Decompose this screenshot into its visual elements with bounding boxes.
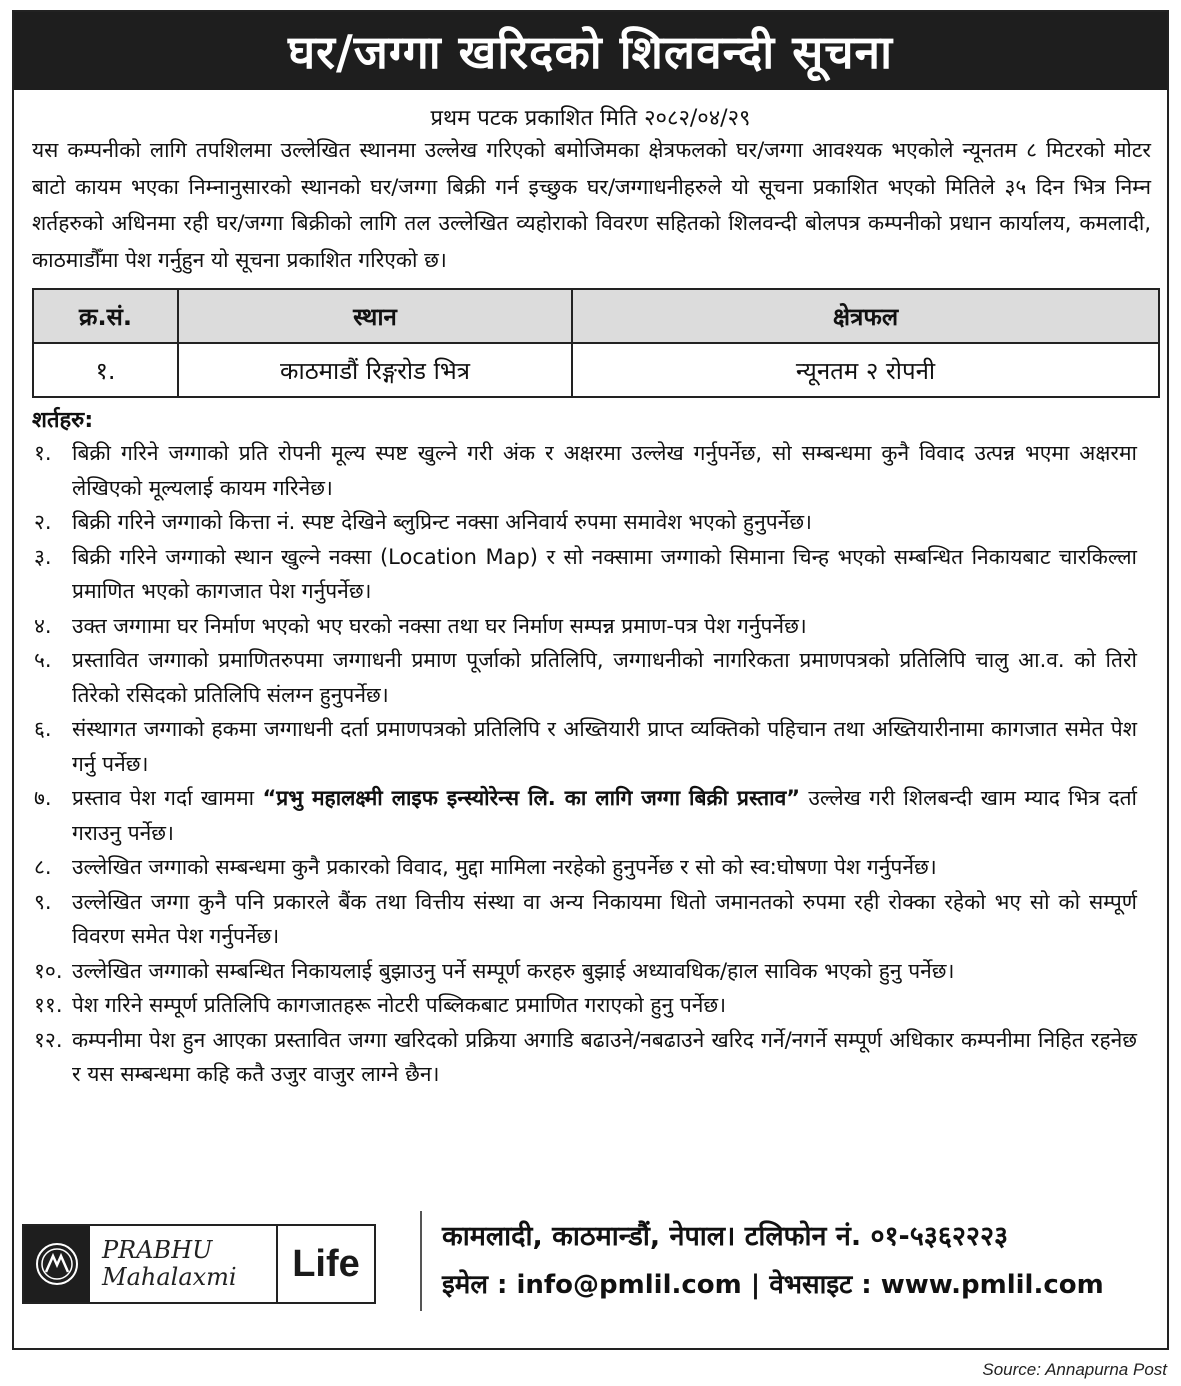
list-item: [34, 988, 1137, 1023]
condition-number: ६.: [34, 717, 52, 741]
condition-number: ७.: [34, 786, 52, 810]
footer-divider: [420, 1211, 422, 1311]
condition-number: २.: [34, 510, 52, 534]
list-item: [34, 850, 1137, 885]
condition-text: बिक्री गरिने जग्गाको प्रति रोपनी मूल्य स्पष्ट खुल्ने गरी अंक र अक्षरमा उल्लेख गर्नुपर्नेछ, सो सम्बन्धमा कुनै विवाद उत्पन्न भएमा अक्षरमा लेखिएको मूल्यलाई कायम गरिनेछ।: [72, 441, 1137, 500]
cell-area: न्यूनतम २ रोपनी: [572, 343, 1159, 397]
condition-text: प्रस्तावित जग्गाको प्रमाणितरुपमा जग्गाधनी प्रमाण पूर्जाको प्रतिलिपि, जग्गाधनीको नागरिकता प्रमाणपत्रको प्रतिलिपि चालु आ.व. को तिरो तिरेको रसिदको प्रतिलिपि संलग्न हुनुपर्नेछ।: [72, 648, 1137, 707]
logo-wordmark: [90, 1226, 276, 1302]
condition-number: ३.: [34, 544, 52, 569]
header-sn: क्र.सं.: [33, 289, 178, 343]
condition-text: बिक्री गरिने जग्गाको स्थान खुल्ने नक्सा (Location Map) र सो नक्सामा जग्गाको सिमाना चिन्ह भएको सम्बन्धित निकायबाट चारकिल्ला प्रमाणित भएको कागजात पेश गर्नुपर्नेछ।: [72, 544, 1137, 603]
condition-text: उल्लेखित जग्गाको सम्बन्धमा कुनै प्रकारको विवाद, मुद्दा मामिला नरहेको हुनुपर्नेछ र सो को स्व:घोषणा पेश गर्नुपर्नेछ।: [72, 855, 937, 879]
list-item: [34, 505, 1137, 540]
condition-text-start: प्रस्ताव पेश गर्दा खाममा: [72, 786, 263, 810]
company-logo: [22, 1224, 376, 1304]
condition-number: ५.: [34, 648, 52, 672]
notice-title: घर/जग्गा खरिदको शिलवन्दी सूचना: [14, 12, 1167, 90]
footer: [22, 1205, 1147, 1317]
table-row: [33, 343, 1159, 397]
email-website: इमेल : info@pmlil.com | वेभसाइट : www.pmlil.com: [442, 1270, 1104, 1300]
logo-life: Life: [276, 1226, 374, 1302]
intro-paragraph: यस कम्पनीको लागि तपशिलमा उल्लेखित स्थानमा उल्लेख गरिएको बमोजिमका क्षेत्रफलको घर/जग्गा आवश्यक भएकोले न्यूनतम ८ मिटरको मोटर बाटो कायम भएका निम्नानुसारको स्थानको घर/जग्गा बिक्री गर्न इच्छुक घर/जग्गाधनीहरुले यो सूचना प्रकाशित भएको मितिले ३५ दिन भित्र निम्न शर्तहरुको अधिनमा रही घर/जग्गा बिक्रीको लागि तल उल्लेखित व्यहोराको विवरण सहितको शिलवन्दी बोलपत्र कम्पनीको प्रधान कार्यालय, कमलादी, काठमाडौँमा पेश गर्नुहुन यो सूचना प्रकाशित गरिएको छ।: [32, 138, 1151, 272]
list-item: [34, 609, 1137, 644]
condition-number: १.: [34, 441, 52, 465]
condition-text: बिक्री गरिने जग्गाको कित्ता नं. स्पष्ट देखिने ब्लुप्रिन्ट नक्सा अनिवार्य रुपमा समावेश भएको हुनुपर्नेछ।: [72, 510, 812, 534]
condition-text: [72, 781, 1137, 850]
header-place: स्थान: [178, 289, 572, 343]
cell-place: काठमाडौं रिङ्गरोड भित्र: [178, 343, 572, 397]
list-item: [34, 885, 1137, 954]
logo-mark-icon: [24, 1226, 90, 1302]
condition-text: उल्लेखित जग्गा कुनै पनि प्रकारले बैंक तथा वित्तीय संस्था वा अन्य निकायमा धितो जमानतको रुपमा रही रोक्का रहेको भए सो को सम्पूर्ण विवरण समेत पेश गर्नुपर्नेछ।: [72, 889, 1137, 948]
condition-number: ९.: [34, 889, 52, 914]
list-item: [34, 643, 1137, 712]
condition-text: पेश गरिने सम्पूर्ण प्रतिलिपि कागजातहरू नोटरी पब्लिकबाट प्रमाणित गराएको हुनु पर्नेछ।: [72, 993, 727, 1017]
list-item: [34, 436, 1137, 505]
list-item: [34, 954, 1137, 989]
condition-number: १२.: [34, 1027, 63, 1052]
proposal-phrase: “प्रभु महालक्ष्मी लाइफ इन्स्योरेन्स लि. का लागि जग्गा बिक्री प्रस्ताव”: [262, 786, 801, 810]
address-phone: कामलादी, काठमान्डौं, नेपाल। टलिफोन नं. ०१-५३६२२२३: [442, 1221, 1009, 1252]
notice-frame: [12, 10, 1169, 1350]
condition-number: ११.: [34, 993, 63, 1017]
list-item: [34, 540, 1137, 609]
condition-number: ८.: [34, 855, 52, 879]
list-item: [34, 781, 1137, 850]
condition-text: संस्थागत जग्गाको हकमा जग्गाधनी दर्ता प्रमाणपत्रको प्रतिलिपि र अख्तियारी प्राप्त व्यक्तिको पहिचान तथा अख्तियारीनामा कागजात समेत पेश गर्नु पर्नेछ।: [72, 717, 1137, 776]
condition-text: कम्पनीमा पेश हुन आएका प्रस्तावित जग्गा खरिदको प्रक्रिया अगाडि बढाउने/नबढाउने खरिद गर्ने/नगर्ने सम्पूर्ण अधिकार कम्पनीमा निहित रहनेछ र यस सम्बन्धमा कहि कतै उजुर वाजुर लाग्ने छैन।: [72, 1027, 1137, 1086]
logo-line2: Mahalaxmi: [102, 1263, 237, 1291]
condition-text: उल्लेखित जग्गाको सम्बन्धित निकायलाई बुझाउनु पर्ने सम्पूर्ण करहरु बुझाई अध्यावधिक/हाल साविक भएको हुनु पर्नेछ।: [72, 958, 955, 983]
list-item: [34, 712, 1137, 781]
condition-number: ४.: [34, 613, 52, 638]
contact-info: [442, 1217, 1104, 1305]
publication-date: प्रथम पटक प्रकाशित मिति २०८२/०४/२९: [430, 106, 751, 131]
condition-number: १०.: [34, 958, 63, 983]
table-header-row: [33, 289, 1159, 343]
condition-text-end: उल्लेख गरी शिलबन्दी खाम म्याद भित्र दर्ता गराउनु पर्नेछ।: [72, 786, 1137, 845]
location-table: [32, 288, 1160, 398]
list-item: [34, 1023, 1137, 1092]
cell-sn: १.: [33, 343, 178, 397]
condition-text: उक्त जग्गामा घर निर्माण भएको भए घरको नक्सा तथा घर निर्माण सम्पन्न प्रमाण-पत्र पेश गर्नुपर्नेछ।: [72, 613, 807, 638]
conditions-list: [14, 436, 1167, 1092]
logo-line1: PRABHU: [102, 1236, 213, 1264]
conditions-title: शर्तहरु:: [32, 408, 94, 433]
source-credit: Source: Annapurna Post: [982, 1360, 1167, 1379]
header-area: क्षेत्रफल: [572, 289, 1159, 343]
